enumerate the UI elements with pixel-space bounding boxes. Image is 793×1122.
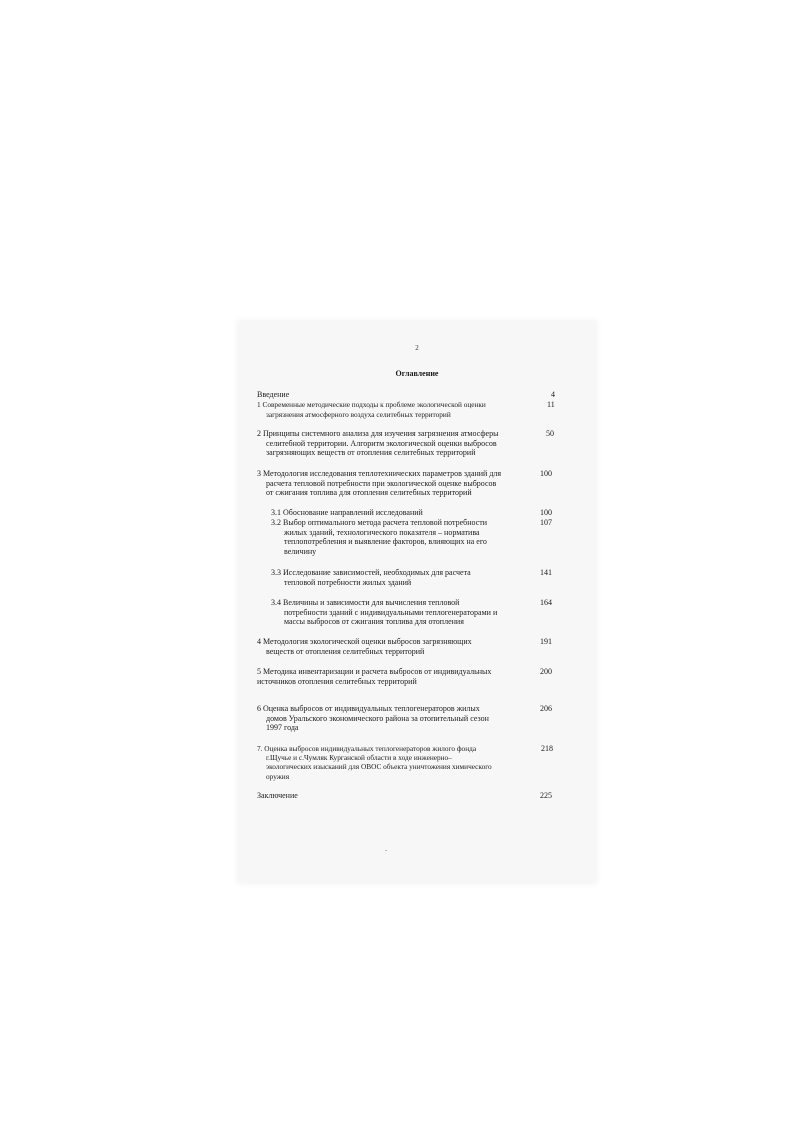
toc-entry-line: 4 Методология экологической оценки выбросов загрязняющих bbox=[257, 637, 472, 646]
toc-entry-line: источников отопления селитебных территорий bbox=[257, 676, 417, 686]
toc-page-number: 100 bbox=[540, 469, 552, 478]
toc-entry-line: 5 Методика инвентаризации и расчета выбросов от индивидуальных bbox=[257, 667, 492, 676]
toc-page-number: 206 bbox=[540, 704, 552, 713]
toc-entry-line: Введение bbox=[257, 390, 290, 399]
toc-entry-line: домов Уральского экономического района за отопительный сезон bbox=[266, 713, 489, 723]
toc-page-number: 218 bbox=[541, 744, 553, 753]
scanned-page bbox=[239, 322, 595, 882]
toc-page-number: 11 bbox=[547, 400, 555, 409]
toc-page-number: 141 bbox=[540, 568, 552, 577]
toc-entry-line: теплопотребления и выявление факторов, влияющих на его bbox=[284, 537, 487, 547]
toc-page-number: 4 bbox=[551, 390, 555, 399]
toc-entry-line: 3.3 Исследование зависимостей, необходимых для расчета bbox=[271, 568, 471, 577]
toc-entry-line: 6 Оценка выбросов от индивидуальных теплогенераторов жилых bbox=[257, 704, 480, 713]
toc-entry-line: Заключение bbox=[257, 791, 298, 800]
toc-entry-line: 3.1 Обоснование направлений исследований bbox=[271, 508, 423, 517]
toc-entry-line: 3.2 Выбор оптимального метода расчета тепловой потребности bbox=[271, 518, 488, 527]
toc-entry-line: 3 Методология исследования теплотехнических параметров зданий для bbox=[257, 469, 502, 478]
toc-entry-line: веществ от отопления селитебных территорий bbox=[266, 646, 425, 656]
toc-page-number: 200 bbox=[540, 667, 552, 676]
toc-entry-line: загрязнения атмосферного воздуха селитебных территорий bbox=[266, 409, 451, 419]
toc-page-number: 164 bbox=[540, 598, 552, 607]
toc-entry-line: 7. Оценка выбросов индивидуальных теплогенераторов жилого фонда bbox=[257, 744, 477, 753]
toc-entry-line: расчета тепловой потребности при экологической оценке выбросов bbox=[266, 478, 497, 488]
toc-entry-line: 1 Современные методические подходы к проблеме экологической оценки bbox=[257, 400, 486, 409]
toc-entry-line: экологических изысканий для ОВОС объекта уничтожения химического bbox=[266, 762, 492, 772]
toc-entry-line: оружия bbox=[266, 771, 290, 781]
toc-entry-line: 2 Принципы системного анализа для изучения загрязнения атмосферы bbox=[257, 429, 499, 438]
page-number: 2 bbox=[415, 344, 419, 352]
toc-page-number: 107 bbox=[540, 518, 552, 527]
toc-title: Оглавление bbox=[395, 369, 439, 378]
toc-entry-line: г.Щучье и с.Чумляк Курганской области в ходе инженерно– bbox=[266, 753, 452, 763]
toc-entry-line: тепловой потребности жилых зданий bbox=[284, 577, 412, 587]
toc-entry-line: 3.4 Величины и зависимости для вычисления тепловой bbox=[271, 598, 460, 607]
toc-entry-line: величину bbox=[284, 546, 317, 556]
toc-entry-line: загрязняющих веществ от отопления селитебных территорий bbox=[266, 448, 476, 458]
toc-entry-line: 1997 года bbox=[266, 723, 299, 733]
toc-page-number: 100 bbox=[540, 508, 552, 517]
scan-speck bbox=[385, 850, 387, 851]
toc-entry-line: от сжигания топлива для отопления селитебных территорий bbox=[266, 488, 472, 498]
toc-entry-line: жилых зданий, технологического показателя – норматива bbox=[284, 527, 480, 537]
toc-entry-line: массы выбросов от сжигания топлива для отопления bbox=[284, 617, 464, 627]
toc-entry-line: потребности зданий с индивидуальными теплогенераторами и bbox=[284, 607, 498, 617]
toc-entry-line: селитебной территории. Алгоритм экологической оценки выбросов bbox=[266, 438, 497, 448]
toc-page-number: 191 bbox=[540, 637, 552, 646]
toc-page-number: 50 bbox=[546, 429, 554, 438]
toc-page-number: 225 bbox=[540, 791, 552, 800]
